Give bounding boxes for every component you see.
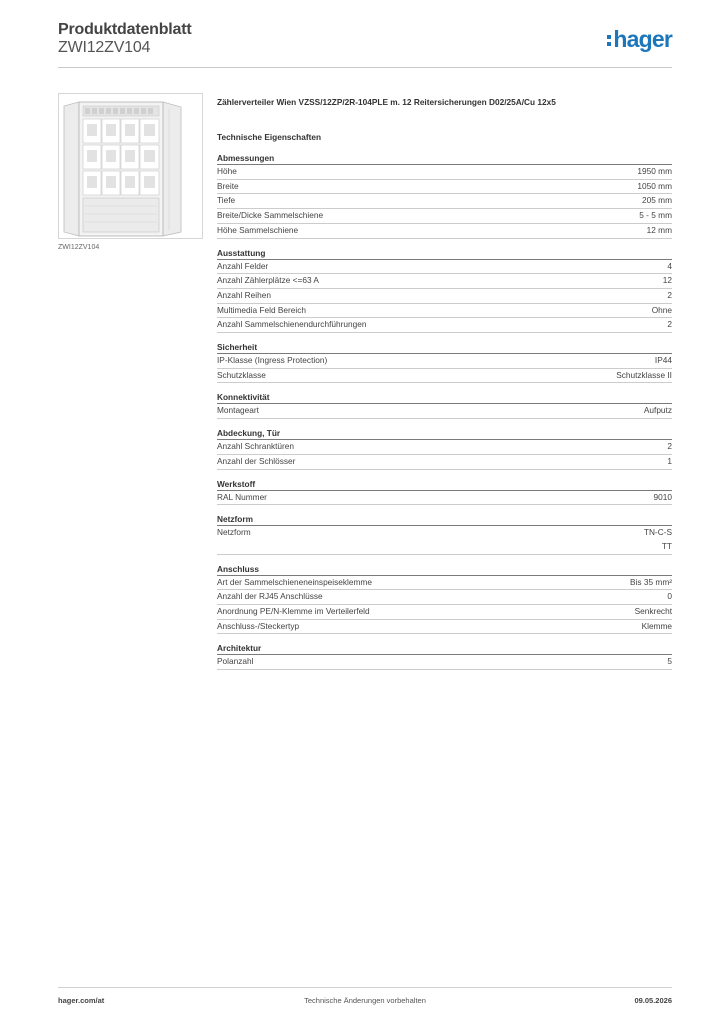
- logo-text: hager: [613, 26, 672, 52]
- section-title: Ausstattung: [217, 247, 672, 260]
- section-title: Architektur: [217, 642, 672, 655]
- hager-logo: [607, 26, 672, 53]
- property-label: Anzahl Sammelschienendurchführungen: [217, 319, 367, 330]
- section-title: Werkstoff: [217, 478, 672, 491]
- document-title: Produktdatenblatt: [58, 21, 192, 38]
- property-value: 205 mm: [642, 195, 672, 206]
- property-label: Höhe Sammelschiene: [217, 224, 299, 235]
- property-value: 2: [667, 289, 672, 300]
- product-details: [217, 95, 672, 670]
- property-section: [217, 247, 672, 334]
- technical-properties-heading: Technische Eigenschaften: [217, 132, 322, 142]
- property-value: 5: [667, 656, 672, 667]
- property-value: Aufputz: [643, 405, 672, 416]
- page-header: [58, 18, 672, 68]
- property-value: 2: [667, 319, 672, 330]
- property-value: Klemme: [641, 620, 672, 631]
- image-caption: ZWI12ZV104: [58, 244, 100, 251]
- property-section: [217, 152, 672, 239]
- property-row: [217, 274, 672, 289]
- property-value: 9010: [653, 491, 672, 502]
- property-row: [217, 455, 672, 470]
- article-number: ZWI12ZV104: [58, 39, 151, 56]
- property-row: [217, 526, 672, 554]
- property-row: [217, 194, 672, 209]
- logo-dots-icon: [607, 35, 611, 46]
- property-row: [217, 354, 672, 369]
- property-label: Schutzklasse: [217, 369, 266, 380]
- property-value: Bis 35 mm²: [630, 576, 672, 587]
- property-label: IP-Klasse (Ingress Protection): [217, 355, 328, 366]
- property-value: IP44: [654, 355, 672, 366]
- property-label: Anzahl Reihen: [217, 289, 271, 300]
- property-row: [217, 209, 672, 224]
- section-title: Abmessungen: [217, 152, 672, 165]
- property-value: 4: [667, 260, 672, 271]
- property-row: [217, 304, 672, 319]
- page-footer: [58, 996, 672, 1010]
- property-row: [217, 369, 672, 384]
- property-label: Multimedia Feld Bereich: [217, 304, 306, 315]
- property-section: [217, 563, 672, 635]
- property-row: [217, 260, 672, 275]
- section-title: Konnektivität: [217, 391, 672, 404]
- property-row: [217, 318, 672, 333]
- property-row: [217, 576, 672, 591]
- property-label: Anzahl Felder: [217, 260, 269, 271]
- property-value: 1950 mm: [637, 166, 672, 176]
- distribution-cabinet-illustration: [59, 94, 204, 240]
- section-title: Anschluss: [217, 563, 672, 576]
- property-label: Anordnung PE/N-Klemme im Verteilerfeld: [217, 606, 370, 617]
- property-label: Breite/Dicke Sammelschiene: [217, 210, 324, 221]
- property-label: Anschluss-/Steckertyp: [217, 620, 300, 631]
- property-section: [217, 513, 672, 554]
- footer-website: hager.com/at: [58, 996, 105, 1005]
- property-label: Netzform: [217, 527, 251, 538]
- property-section: [217, 341, 672, 383]
- property-label: Anzahl Zählerplätze <=63 A: [217, 275, 319, 286]
- property-label: Anzahl Schranktüren: [217, 441, 295, 452]
- property-value: Schutzklasse II: [616, 369, 672, 380]
- section-title: Sicherheit: [217, 341, 672, 354]
- property-value: 5 - 5 mm: [639, 210, 672, 221]
- product-image: [58, 93, 203, 239]
- property-row: [217, 224, 672, 239]
- property-value: 2: [667, 441, 672, 452]
- property-value: Ohne: [651, 304, 672, 315]
- property-row: [217, 590, 672, 605]
- product-description: Zählerverteiler Wien VZSS/12ZP/2R-104PLE m. 12 Reitersicherungen D02/25A/Cu 12x5: [217, 97, 556, 107]
- footer-divider: [58, 987, 672, 988]
- property-row: [217, 289, 672, 304]
- property-row: [217, 655, 672, 670]
- property-row: [217, 440, 672, 455]
- property-row: [217, 605, 672, 620]
- property-value: 1050 mm: [637, 180, 672, 191]
- property-value: 12 mm: [646, 224, 672, 235]
- property-value: 1: [667, 455, 672, 466]
- property-label: Höhe: [217, 166, 237, 176]
- section-title: Netzform: [217, 513, 672, 526]
- footer-notice: Technische Änderungen vorbehalten: [304, 996, 426, 1005]
- property-row: [217, 491, 672, 506]
- section-title: Abdeckung, Tür: [217, 427, 672, 440]
- property-label: Montageart: [217, 405, 259, 416]
- property-label: Breite: [217, 180, 239, 191]
- property-label: Art der Sammelschieneneinspeiseklemme: [217, 576, 372, 587]
- property-value: 0: [667, 591, 672, 602]
- property-row: [217, 165, 672, 180]
- property-row: [217, 620, 672, 635]
- property-label: Anzahl der Schlösser: [217, 455, 296, 466]
- property-label: Polanzahl: [217, 656, 254, 667]
- footer-date: 09.05.2026: [634, 996, 672, 1005]
- property-row: [217, 404, 672, 419]
- property-section: [217, 391, 672, 419]
- property-label: Anzahl der RJ45 Anschlüsse: [217, 591, 323, 602]
- property-value: 12: [662, 275, 672, 286]
- property-section: [217, 427, 672, 469]
- property-value: TN-C-S TT: [643, 527, 672, 551]
- property-label: RAL Nummer: [217, 491, 267, 502]
- property-section: [217, 642, 672, 670]
- property-sections: [217, 152, 672, 670]
- property-label: Tiefe: [217, 195, 236, 206]
- header-divider: [58, 67, 672, 68]
- property-row: [217, 180, 672, 195]
- property-value: Senkrecht: [634, 606, 672, 617]
- property-section: [217, 478, 672, 506]
